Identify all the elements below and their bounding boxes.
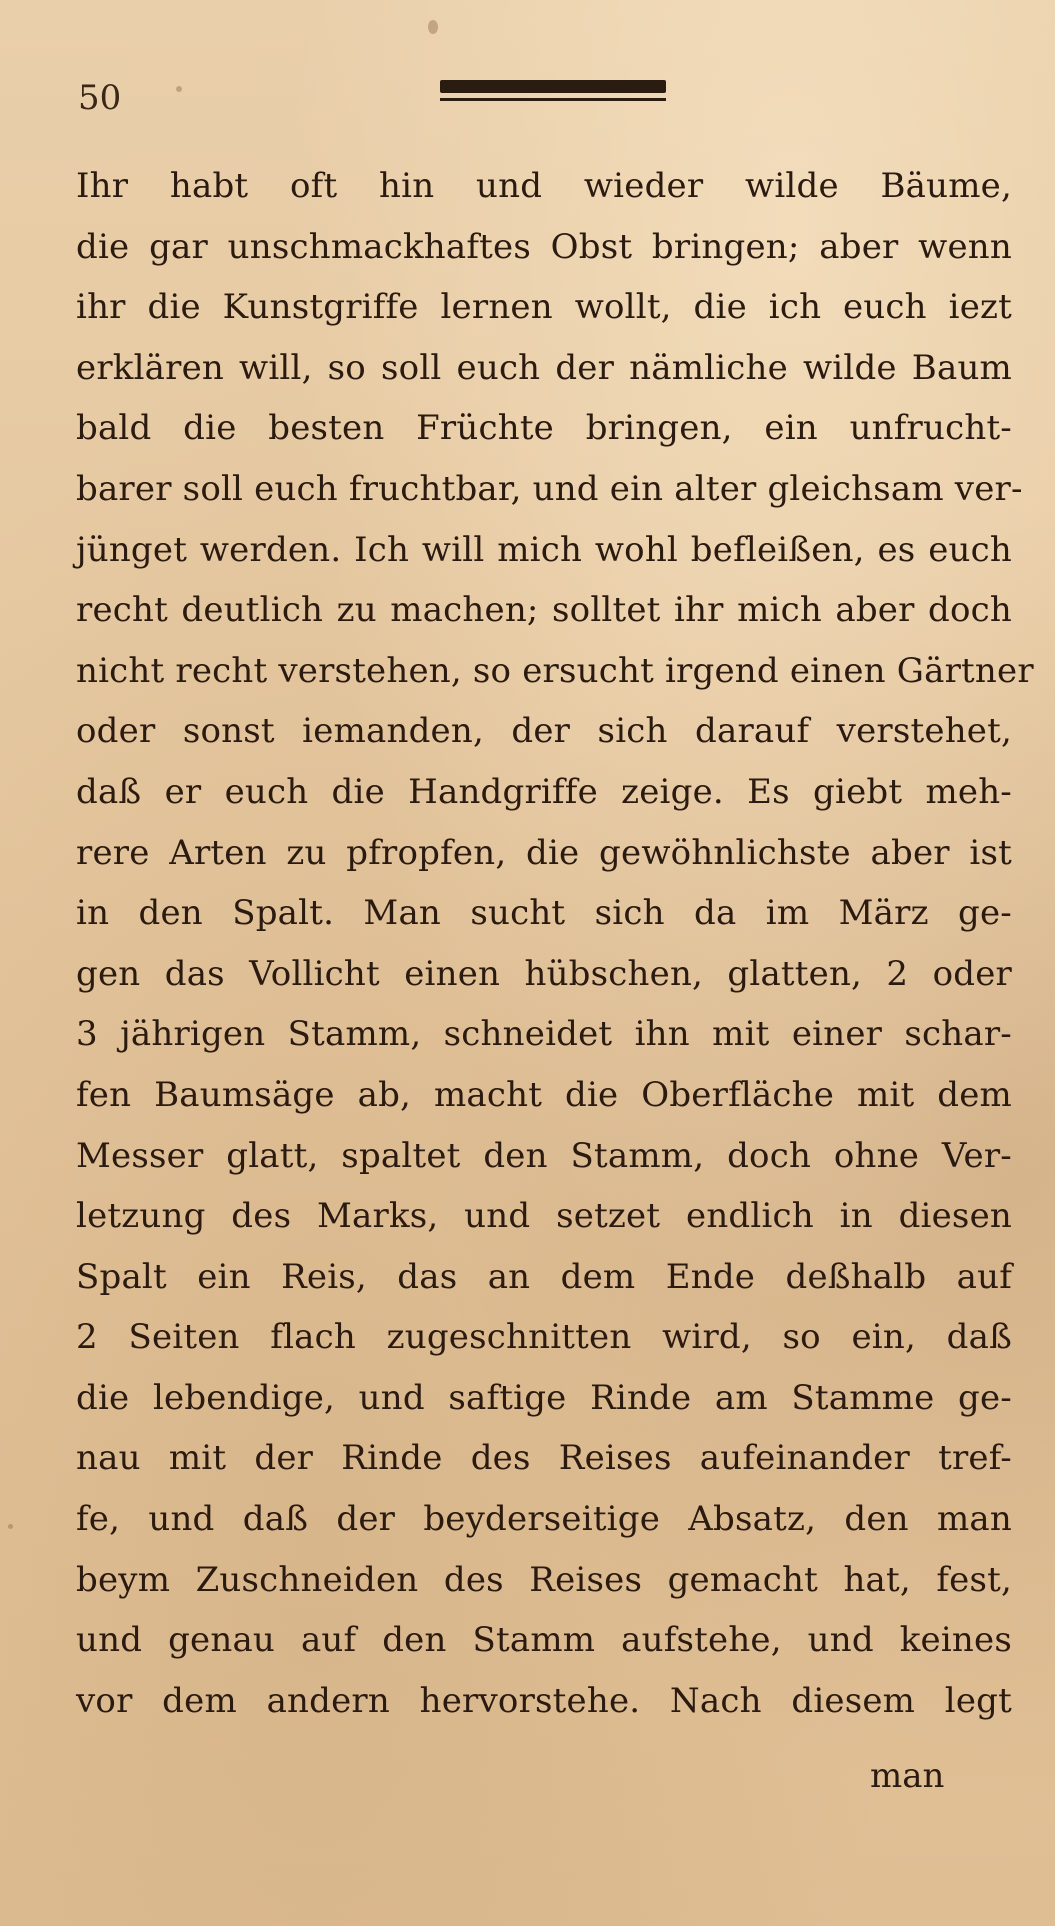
header-rule-thin xyxy=(440,98,666,101)
text-line: 3 jährigen Stamm, schneidet ihn mit einer schar- xyxy=(76,1014,1012,1055)
text-line: jünget werden. Ich will mich wohl befleißen, es euch xyxy=(76,529,1012,570)
header-ornament-rule xyxy=(440,80,666,101)
text-line: in den Spalt. Man sucht sich da im März ge- xyxy=(76,893,1012,934)
text-line: die lebendige, und saftige Rinde am Stamme ge- xyxy=(76,1377,1012,1418)
text-line: barer soll euch fruchtbar, und ein alter gleichsam ver- xyxy=(76,468,1023,509)
text-line: Ihr habt oft hin und wieder wilde Bäume, xyxy=(76,166,1012,206)
text-line: 2 Seiten flach zugeschnitten wird, so ein, daß xyxy=(76,1317,1012,1358)
text-line: rere Arten zu pfropfen, die gewöhnlichste aber ist xyxy=(76,832,1012,873)
text-line: vor dem andern hervorstehe. Nach diesem legt xyxy=(76,1680,1012,1721)
text-line: bald die besten Früchte bringen, ein unfrucht- xyxy=(76,408,1012,449)
text-line: letzung des Marks, und setzet endlich in diesen xyxy=(76,1196,1012,1237)
text-line: fen Baumsäge ab, macht die Oberfläche mit dem xyxy=(76,1074,1012,1115)
ink-spot xyxy=(176,86,182,92)
text-line: oder sonst iemanden, der sich darauf verstehet, xyxy=(76,711,1012,752)
text-line: die gar unschmackhaftes Obst bringen; aber wenn xyxy=(76,226,1012,267)
text-line: ihr die Kunstgriffe lernen wollt, die ich euch iezt xyxy=(76,287,1012,328)
text-line: recht deutlich zu machen; solltet ihr mich aber doch xyxy=(76,590,1012,631)
text-line: beym Zuschneiden des Reises gemacht hat, fest, xyxy=(76,1559,1012,1600)
text-line: Spalt ein Reis, das an dem Ende deßhalb auf xyxy=(76,1256,1012,1297)
text-line: fe, und daß der beyderseitige Absatz, den man xyxy=(76,1499,1012,1540)
header-rule-thick xyxy=(440,80,666,93)
text-line: gen das Vollicht einen hübschen, glatten, 2 oder xyxy=(76,953,1012,994)
body-text xyxy=(76,156,1034,1731)
text-line: Messer glatt, spaltet den Stamm, doch ohne Ver- xyxy=(76,1135,1012,1176)
text-line: erklären will, so soll euch der nämliche wilde Baum xyxy=(76,347,1012,388)
catchword: man xyxy=(870,1756,945,1796)
text-line: nau mit der Rinde des Reises aufeinander tref- xyxy=(76,1438,1012,1479)
text-line: daß er euch die Handgriffe zeige. Es giebt meh- xyxy=(76,771,1012,812)
ink-spot xyxy=(8,1524,13,1529)
page-number: 50 xyxy=(78,78,122,118)
text-line: und genau auf den Stamm aufstehe, und keines xyxy=(76,1620,1012,1661)
ink-spot xyxy=(428,20,438,34)
text-line: nicht recht verstehen, so ersucht irgend einen Gärtner xyxy=(76,650,1034,691)
